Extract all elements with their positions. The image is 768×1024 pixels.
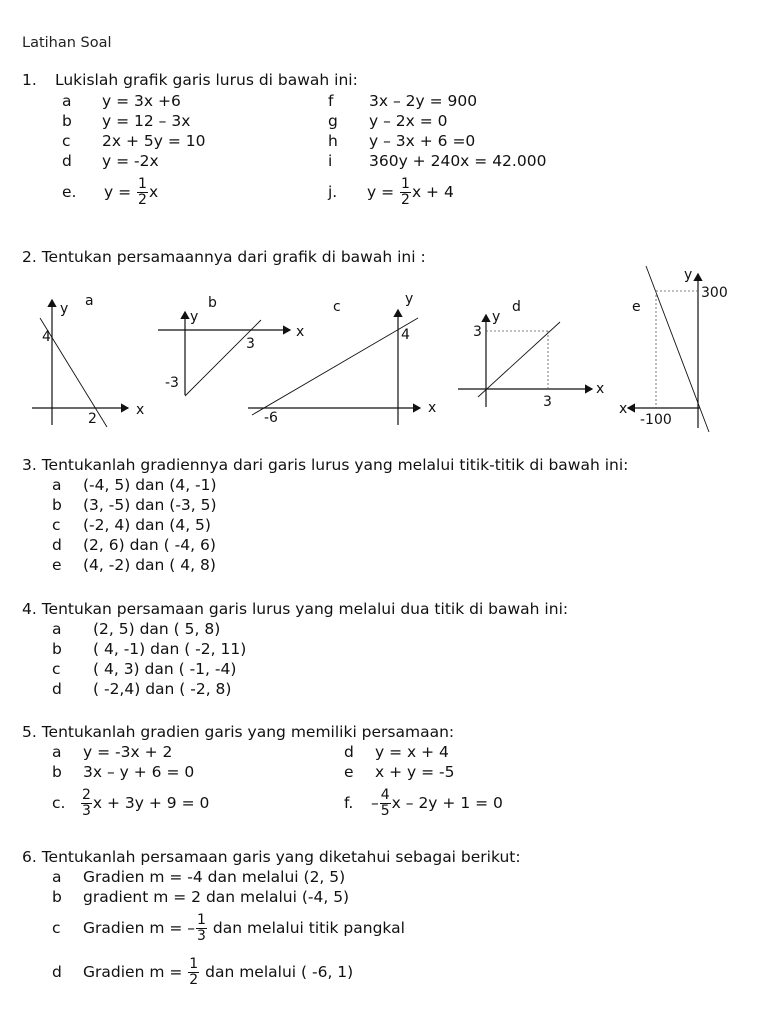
graph-a-title: a: [85, 293, 94, 309]
q4-b-label: b: [52, 640, 62, 658]
q4-b-text: ( 4, -1) dan ( -2, 11): [93, 640, 247, 658]
q1-b-label: b: [62, 112, 72, 130]
graph-c-x-label: x: [428, 400, 437, 416]
q1-e-eq: y = $\frac{1}{2}$ x: [104, 176, 159, 208]
graph-d-x-label: x: [596, 381, 605, 397]
q3-text: 3. Tentukanlah gradiennya dari garis lurus yang melalui titik-titik di bawah ini:: [22, 456, 629, 474]
graph-a: [32, 293, 144, 427]
q5-c-label: c.: [52, 794, 66, 812]
graph-e-x-value: -100: [640, 412, 672, 428]
q4-c-text: ( 4, 3) dan ( -1, -4): [93, 660, 237, 678]
graph-b-x-intercept: 3: [246, 336, 255, 352]
q1-j-eq: y = $\frac{1}{2}$ x + 4: [367, 176, 454, 208]
q1-i-label: i: [328, 152, 333, 170]
q5-c-eq: $\frac{2}{3}$ x + 3y + 9 = 0: [82, 787, 210, 819]
q6-d-text: Gradien m = $\frac{1}{2}$ dan melalui ( -6, 1): [83, 956, 354, 988]
q1-b-eq: y = 12 – 3x: [102, 112, 191, 130]
q3-e-label: e: [52, 556, 62, 574]
graph-a-x-label: x: [136, 402, 145, 418]
graph-e-y-value: 300: [701, 285, 728, 301]
q6-c-text: Gradien m = – $\frac{1}{3}$ dan melalui titik pangkal: [83, 912, 405, 944]
q4-c-label: c: [52, 660, 61, 678]
q3-a-text: (-4, 5) dan (4, -1): [83, 476, 217, 494]
graph-e: [619, 266, 728, 432]
q1-g-label: g: [328, 112, 338, 130]
q1-f-label: f: [328, 92, 334, 110]
graph-d-y-value: 3: [473, 324, 482, 340]
graph-a-y-intercept: 4: [42, 329, 51, 345]
graph-c-y-intercept: 4: [401, 327, 410, 343]
graph-d-title: d: [512, 299, 521, 315]
q6-d-label: d: [52, 963, 62, 981]
q5-b-eq: 3x – y + 6 = 0: [83, 763, 195, 781]
page-title: Latihan Soal: [22, 35, 112, 51]
q3-c-text: (-2, 4) dan (4, 5): [83, 516, 211, 534]
q6-c-fraction: $\frac{1}{3}$: [197, 912, 206, 944]
q3-e-text: (4, -2) dan ( 4, 8): [83, 556, 216, 574]
q4-d-label: d: [52, 680, 62, 698]
q1-f-eq: 3x – 2y = 900: [369, 92, 478, 110]
q6-d-fraction: $\frac{1}{2}$: [189, 956, 199, 988]
q1-e-fraction: $\frac{1}{2}$: [138, 176, 147, 208]
q1-g-eq: y – 2x = 0: [369, 112, 448, 130]
q6-text: 6. Tentukanlah persamaan garis yang diketahui sebagai berikut:: [22, 848, 521, 866]
q5-d-label: d: [344, 743, 354, 761]
q1-number: 1.: [22, 71, 37, 89]
q5-text: 5. Tentukanlah gradien garis yang memiliki persamaan:: [22, 723, 455, 741]
q5-f-eq: – $\frac{4}{5}$ x – 2y + 1 = 0: [371, 787, 503, 819]
q3-b-label: b: [52, 496, 62, 514]
graph-d: [458, 299, 604, 410]
graph-d-y-label: y: [492, 309, 501, 325]
q5-a-eq: y = -3x + 2: [83, 743, 173, 761]
q1-j-fraction: $\frac{1}{2}$: [401, 176, 410, 208]
q1-text: Lukislah grafik garis lurus di bawah ini:: [55, 71, 358, 89]
q3-b-text: (3, -5) dan (-3, 5): [83, 496, 217, 514]
q1-j-label: j.: [328, 183, 338, 201]
q4-text: 4. Tentukan persamaan garis lurus yang melalui dua titik di bawah ini:: [22, 600, 569, 618]
q1-d-eq: y = -2x: [102, 152, 159, 170]
q1-d-label: d: [62, 152, 72, 170]
q5-c-fraction: $\frac{2}{3}$: [82, 787, 91, 819]
q1-a-label: a: [62, 92, 72, 110]
graph-a-x-intercept: 2: [88, 411, 97, 427]
q6-c-label: c: [52, 919, 61, 937]
q5-e-label: e: [344, 763, 354, 781]
q5-a-label: a: [52, 743, 62, 761]
graph-b-y-label: y: [190, 309, 199, 325]
graph-c-title: c: [333, 299, 341, 315]
graph-e-x-label: x: [619, 401, 628, 417]
q1-c-eq: 2x + 5y = 10: [102, 132, 206, 150]
graph-c: [248, 291, 436, 426]
graph-d-x-value: 3: [543, 394, 552, 410]
q2-text: 2. Tentukan persamaannya dari grafik di bawah ini :: [22, 248, 426, 266]
graph-b: [158, 295, 304, 396]
graph-a-y-label: y: [60, 301, 69, 317]
q6-a-text: Gradien m = -4 dan melalui (2, 5): [83, 868, 346, 886]
graph-b-title: b: [208, 295, 217, 311]
graph-e-y-label: y: [684, 267, 693, 283]
graph-c-x-intercept: -6: [264, 410, 278, 426]
q5-f-fraction: $\frac{4}{5}$: [380, 787, 390, 819]
q4-d-text: ( -2,4) dan ( -2, 8): [93, 680, 232, 698]
q6-b-text: gradient m = 2 dan melalui (-4, 5): [83, 888, 350, 906]
q1-e-label: e.: [62, 183, 77, 201]
graph-b-x-label: x: [296, 324, 305, 340]
graph-b-y-intercept: -3: [165, 375, 179, 391]
q6-b-label: b: [52, 888, 62, 906]
graph-c-y-label: y: [405, 291, 414, 307]
q5-f-label: f.: [344, 794, 354, 812]
q3-a-label: a: [52, 476, 62, 494]
q5-b-label: b: [52, 763, 62, 781]
q4-a-label: a: [52, 620, 62, 638]
q5-d-eq: y = x + 4: [375, 743, 449, 761]
q1-h-label: h: [328, 132, 338, 150]
q5-e-eq: x + y = -5: [375, 763, 455, 781]
graph-e-title: e: [632, 299, 641, 315]
q1-h-eq: y – 3x + 6 =0: [369, 132, 476, 150]
q1-a-eq: y = 3x +6: [102, 92, 181, 110]
q3-c-label: c: [52, 516, 61, 534]
q4-a-text: (2, 5) dan ( 5, 8): [93, 620, 221, 638]
q1-c-label: c: [62, 132, 71, 150]
q3-d-label: d: [52, 536, 62, 554]
q1-i-eq: 360y + 240x = 42.000: [369, 152, 547, 170]
q3-d-text: (2, 6) dan ( -4, 6): [83, 536, 216, 554]
q6-a-label: a: [52, 868, 62, 886]
